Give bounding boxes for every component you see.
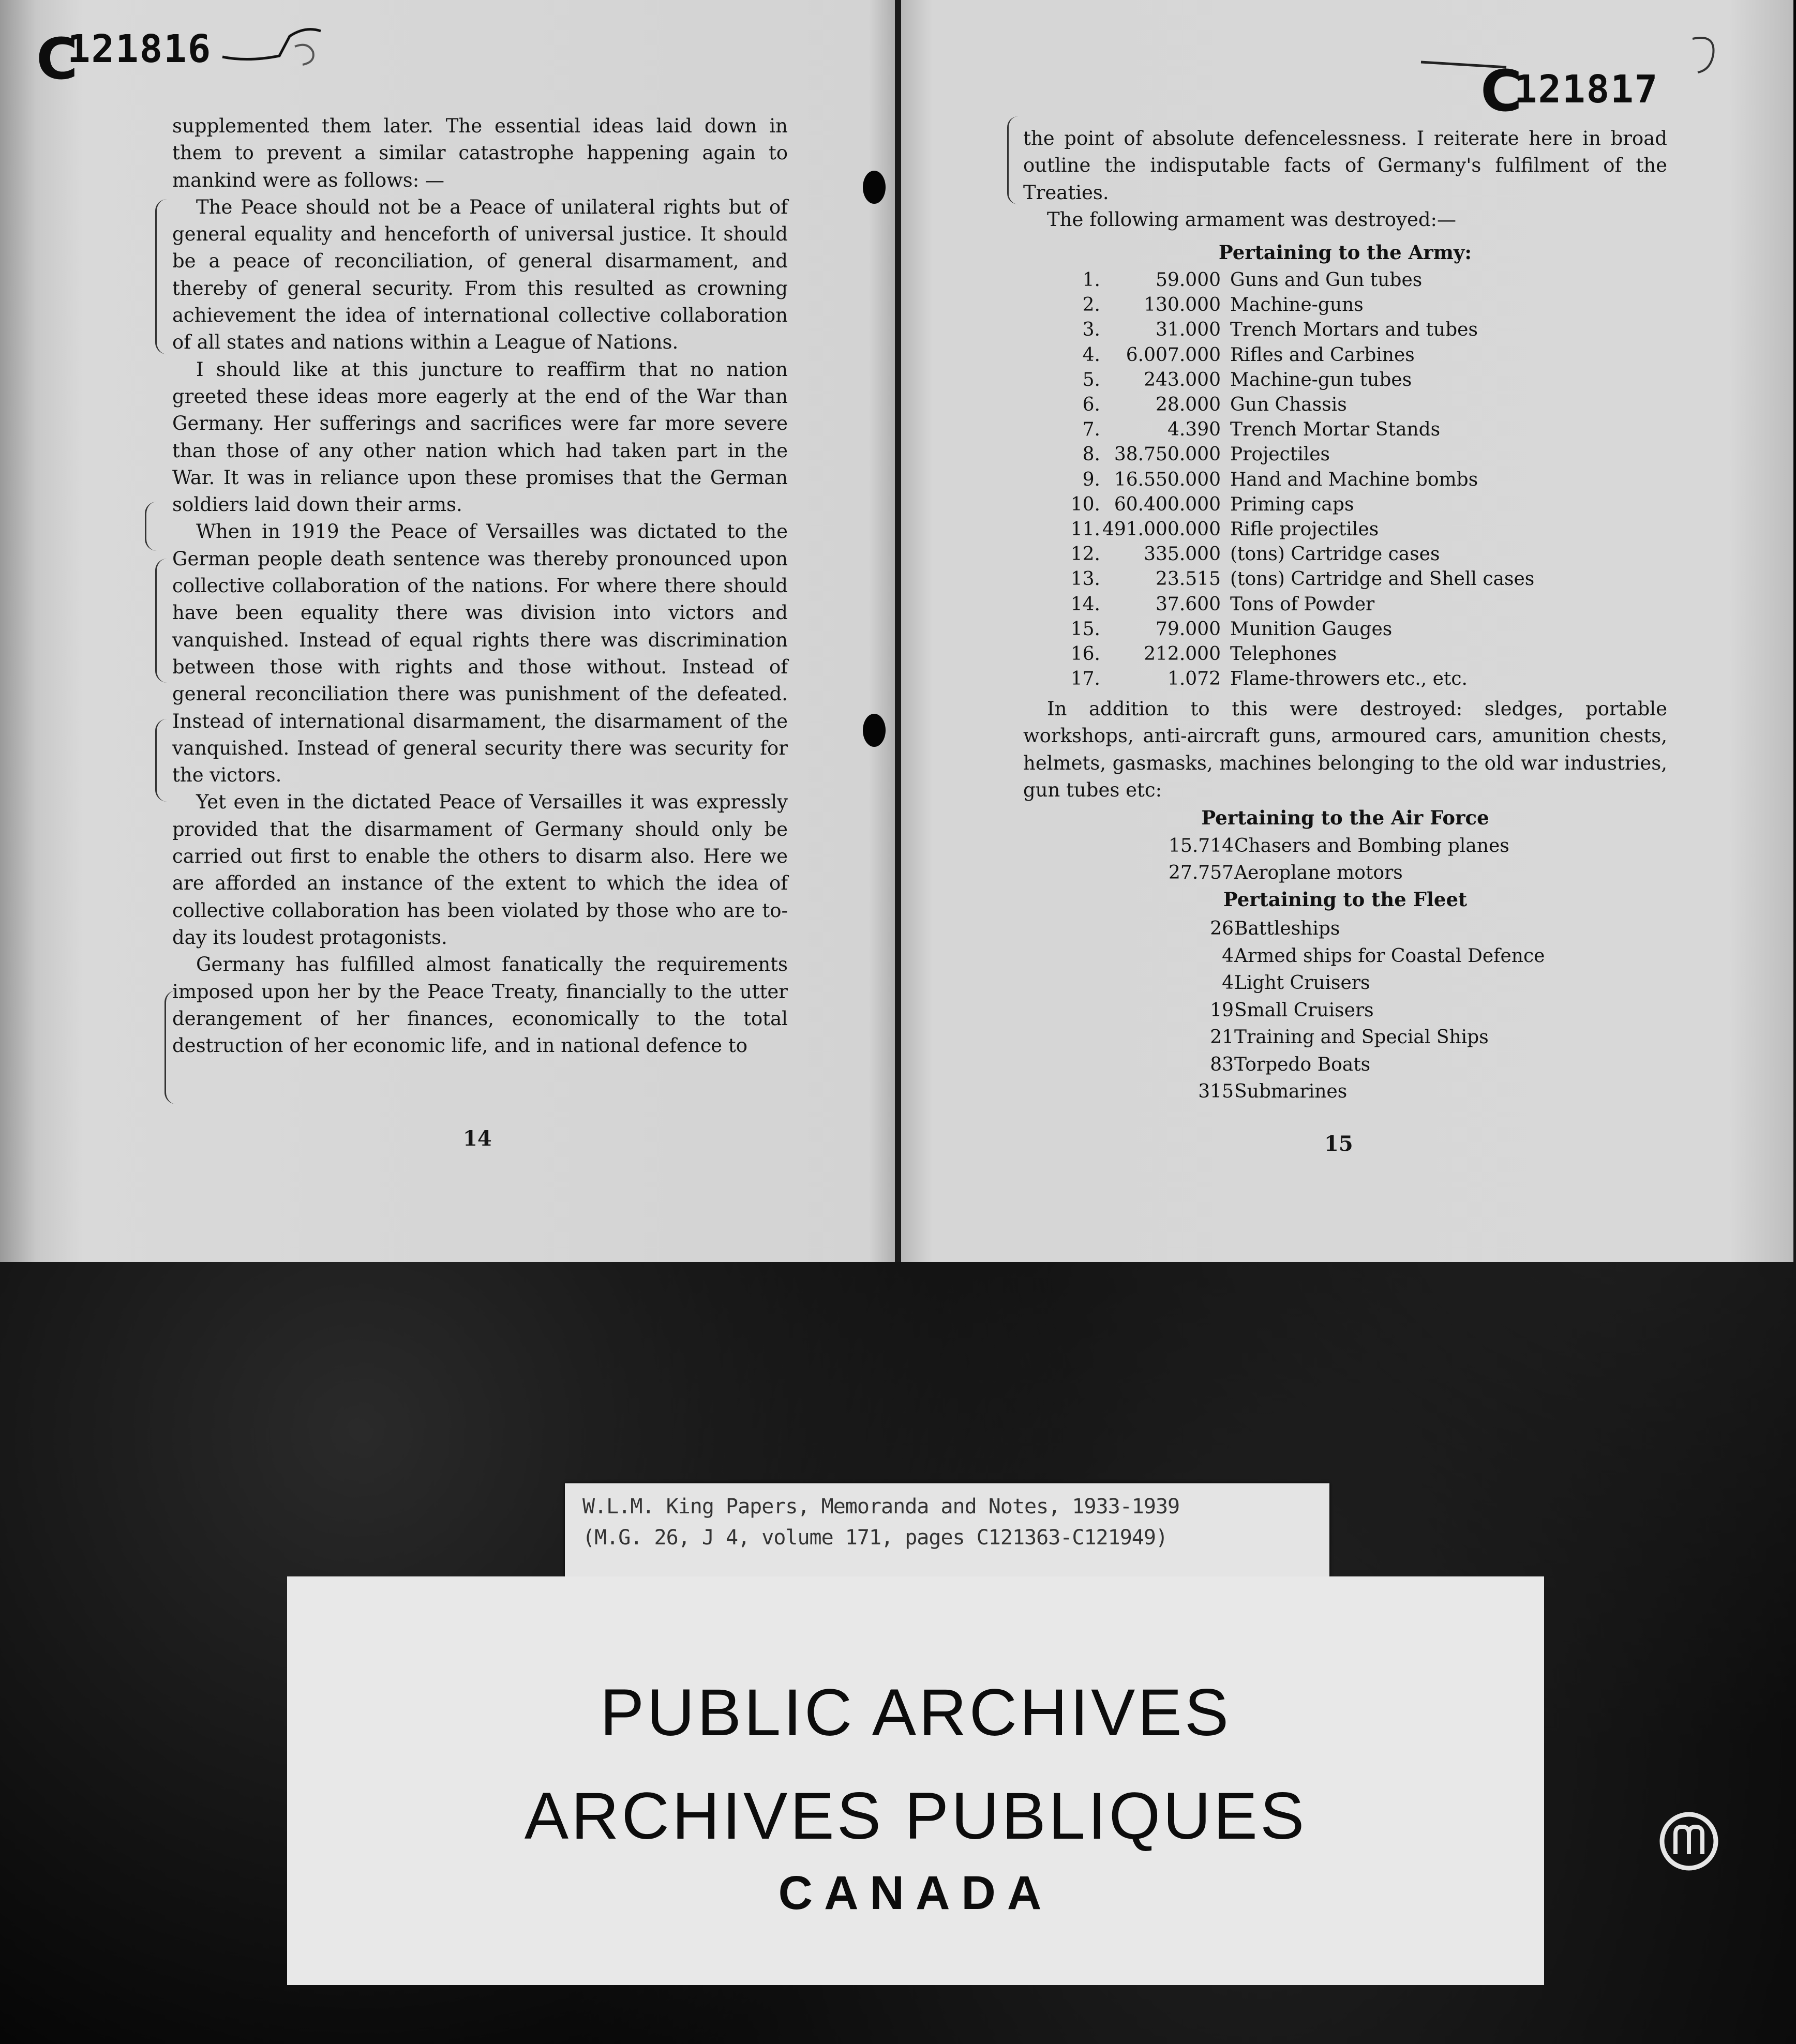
item-description: Armed ships for Coastal Defence xyxy=(1234,945,1545,967)
item-description: Flame-throwers etc., etc. xyxy=(1230,668,1468,690)
item-number: 15. xyxy=(1070,618,1100,640)
item-description: Gun Chassis xyxy=(1230,394,1347,415)
c-prefix-mark: C xyxy=(36,26,78,92)
item-quantity: 4 xyxy=(1222,972,1234,994)
item-description: Light Cruisers xyxy=(1234,972,1370,994)
item-description: Guns and Gun tubes xyxy=(1230,269,1423,291)
item-quantity: 16.550.000 xyxy=(1114,469,1221,490)
left-page-number: 14 xyxy=(463,1126,492,1151)
margin-bracket xyxy=(155,559,167,683)
archive-title-french: ARCHIVES PUBLIQUES xyxy=(524,1779,1307,1853)
item-description: Tons of Powder xyxy=(1230,593,1375,615)
item-number: 8. xyxy=(1082,444,1100,465)
archive-country: CANADA xyxy=(778,1867,1053,1919)
left-page-serial: 121816 xyxy=(67,27,212,71)
fleet-heading: Pertaining to the Fleet xyxy=(1223,888,1468,911)
item-description: Submarines xyxy=(1234,1081,1348,1102)
item-description: Projectiles xyxy=(1230,444,1330,465)
item-description: Aeroplane motors xyxy=(1234,862,1403,883)
pen-scribble-icon xyxy=(217,21,331,67)
item-number: 1. xyxy=(1082,269,1100,291)
item-quantity: 19 xyxy=(1210,999,1234,1021)
paragraph: the point of absolute defencelessness. I reiterate here in broad outline the indisputable facts of Germany's fulfilment of the Treaties. xyxy=(1023,127,1667,204)
reference-label xyxy=(565,1483,1329,1582)
reference-label-line: W.L.M. King Papers, Memoranda and Notes, 1933-1939 xyxy=(582,1495,1180,1519)
margin-bracket xyxy=(1007,116,1018,204)
item-quantity: 23.515 xyxy=(1156,568,1221,590)
binding-hole xyxy=(863,714,886,747)
item-number: 14. xyxy=(1070,593,1100,615)
item-quantity: 243.000 xyxy=(1144,369,1221,390)
paragraph: The following armament was destroyed:— xyxy=(1047,208,1457,231)
c-prefix-mark: C xyxy=(1480,58,1522,124)
book-gutter xyxy=(895,0,901,1262)
item-description: Munition Gauges xyxy=(1230,618,1393,640)
item-quantity: 15.714 xyxy=(1169,835,1234,856)
item-number: 10. xyxy=(1070,493,1100,515)
paragraph: supplemented them later. The essential ideas laid down in them to prevent a similar catastrophe happening again to mankind were as follows: — xyxy=(172,115,788,191)
item-quantity: 4 xyxy=(1222,945,1234,967)
item-quantity: 37.600 xyxy=(1156,593,1221,615)
item-quantity: 335.000 xyxy=(1144,544,1221,565)
item-number: 6. xyxy=(1082,394,1100,415)
reference-label-line: (M.G. 26, J 4, volume 171, pages C121363-C121949) xyxy=(582,1526,1168,1550)
item-quantity: 212.000 xyxy=(1144,643,1221,665)
paragraph: When in 1919 the Peace of Versailles was dictated to the German people death sentence was thereby pronounced upon collective collaboration of the nations. For where there should have been equality there was division into victors and vanquished. Instead of equal rights there was discrimination between those with rights and those without. Instead of general reconciliation there was punishment of the defeated. Instead of international disarmament, the disarmament of the vanquished. Instead of general security there was security for the victors. xyxy=(172,520,788,787)
item-number: 16. xyxy=(1070,643,1100,665)
paragraph: Yet even in the dictated Peace of Versailles it was expressly provided that the disarmament of Germany should only be carried out first to enable the others to disarm also. Here we are afforded an instance of the extent to which the idea of collective collaboration has been violated by those who are to-day its loudest protagonists. xyxy=(172,791,788,949)
margin-bracket xyxy=(155,199,167,354)
right-addition-text xyxy=(1023,696,1667,804)
item-number: 4. xyxy=(1082,344,1100,366)
item-quantity: 315 xyxy=(1198,1081,1234,1102)
item-number: 12. xyxy=(1070,544,1100,565)
microfilm-logo-icon xyxy=(1658,1810,1720,1872)
item-quantity: 79.000 xyxy=(1156,618,1221,640)
item-number: 11. xyxy=(1070,519,1100,540)
margin-bracket xyxy=(145,502,157,551)
item-description: Torpedo Boats xyxy=(1234,1054,1371,1075)
army-heading: Pertaining to the Army: xyxy=(1218,241,1472,264)
left-page xyxy=(0,0,895,1262)
pen-stroke-icon xyxy=(1418,52,1511,72)
archive-title-english: PUBLIC ARCHIVES xyxy=(600,1676,1232,1750)
item-description: Battleships xyxy=(1234,918,1340,939)
item-number: 2. xyxy=(1082,294,1100,316)
item-quantity: 21 xyxy=(1210,1027,1234,1048)
item-number: 5. xyxy=(1082,369,1100,390)
item-quantity: 491.000.000 xyxy=(1102,519,1221,540)
archive-card xyxy=(287,1576,1544,1985)
item-quantity: 130.000 xyxy=(1144,294,1221,316)
item-quantity: 60.400.000 xyxy=(1114,493,1221,515)
right-page-serial: 121817 xyxy=(1514,67,1659,112)
right-page xyxy=(901,0,1793,1262)
paragraph: Germany has fulfilled almost fanatically the requirements imposed upon her by the Peace Treaty, financially to the utter derangement of her finances, economically to the total destruction of her economic life, and in national defence to xyxy=(172,953,788,1057)
item-quantity: 83 xyxy=(1210,1054,1234,1075)
item-description: Hand and Machine bombs xyxy=(1230,469,1478,490)
air-force-heading: Pertaining to the Air Force xyxy=(1201,806,1489,829)
item-description: Priming caps xyxy=(1230,493,1354,515)
item-description: Trench Mortar Stands xyxy=(1230,419,1441,441)
item-description: Telephones xyxy=(1230,643,1337,665)
item-quantity: 1.072 xyxy=(1167,668,1221,690)
paragraph: The Peace should not be a Peace of unilateral rights but of general equality and henceforth of universal justice. It should be a peace of reconciliation, of general disarmament, and thereby of general security. From this resulted as crowning achievement the idea of international collective collaboration of all states and nations within a League of Nations. xyxy=(172,196,788,354)
item-description: (tons) Cartridge and Shell cases xyxy=(1230,568,1535,590)
item-quantity: 38.750.000 xyxy=(1114,444,1221,465)
paragraph: In addition to this were destroyed: sledges, portable workshops, anti-aircraft guns, armoured cars, amunition chests, helmets, gasmasks, machines belonging to the old war industries, gun tubes etc: xyxy=(1023,698,1667,801)
item-description: (tons) Cartridge cases xyxy=(1230,544,1440,565)
item-description: Training and Special Ships xyxy=(1234,1027,1489,1048)
right-page-number: 15 xyxy=(1324,1132,1353,1156)
item-description: Machine-gun tubes xyxy=(1230,369,1412,390)
item-quantity: 28.000 xyxy=(1156,394,1221,415)
margin-bracket xyxy=(155,719,167,802)
item-description: Small Cruisers xyxy=(1234,999,1374,1021)
pen-scribble-icon xyxy=(1687,31,1729,78)
item-quantity: 59.000 xyxy=(1156,269,1221,291)
item-description: Trench Mortars and tubes xyxy=(1230,319,1478,341)
item-description: Rifle projectiles xyxy=(1230,519,1379,540)
item-description: Rifles and Carbines xyxy=(1230,344,1415,366)
item-quantity: 27.757 xyxy=(1169,862,1234,883)
item-quantity: 26 xyxy=(1210,918,1234,939)
right-intro-text xyxy=(1023,125,1667,233)
item-number: 13. xyxy=(1070,568,1100,590)
item-number: 3. xyxy=(1082,319,1100,341)
item-number: 7. xyxy=(1082,419,1100,441)
item-description: Chasers and Bombing planes xyxy=(1234,835,1509,856)
item-number: 17. xyxy=(1070,668,1100,690)
item-quantity: 31.000 xyxy=(1156,319,1221,341)
item-description: Machine-guns xyxy=(1230,294,1364,316)
item-number: 9. xyxy=(1082,469,1100,490)
item-quantity: 6.007.000 xyxy=(1126,344,1221,366)
left-body-text xyxy=(172,113,788,1059)
item-quantity: 4.390 xyxy=(1167,419,1221,441)
binding-hole xyxy=(863,171,886,204)
paragraph: I should like at this juncture to reaffirm that no nation greeted these ideas more eagerly at the end of the War than Germany. Her sufferings and sacrifices were far more severe than those of any other nation which had taken part in the War. It was in reliance upon these promises that the German soldiers laid down their arms. xyxy=(172,358,788,516)
